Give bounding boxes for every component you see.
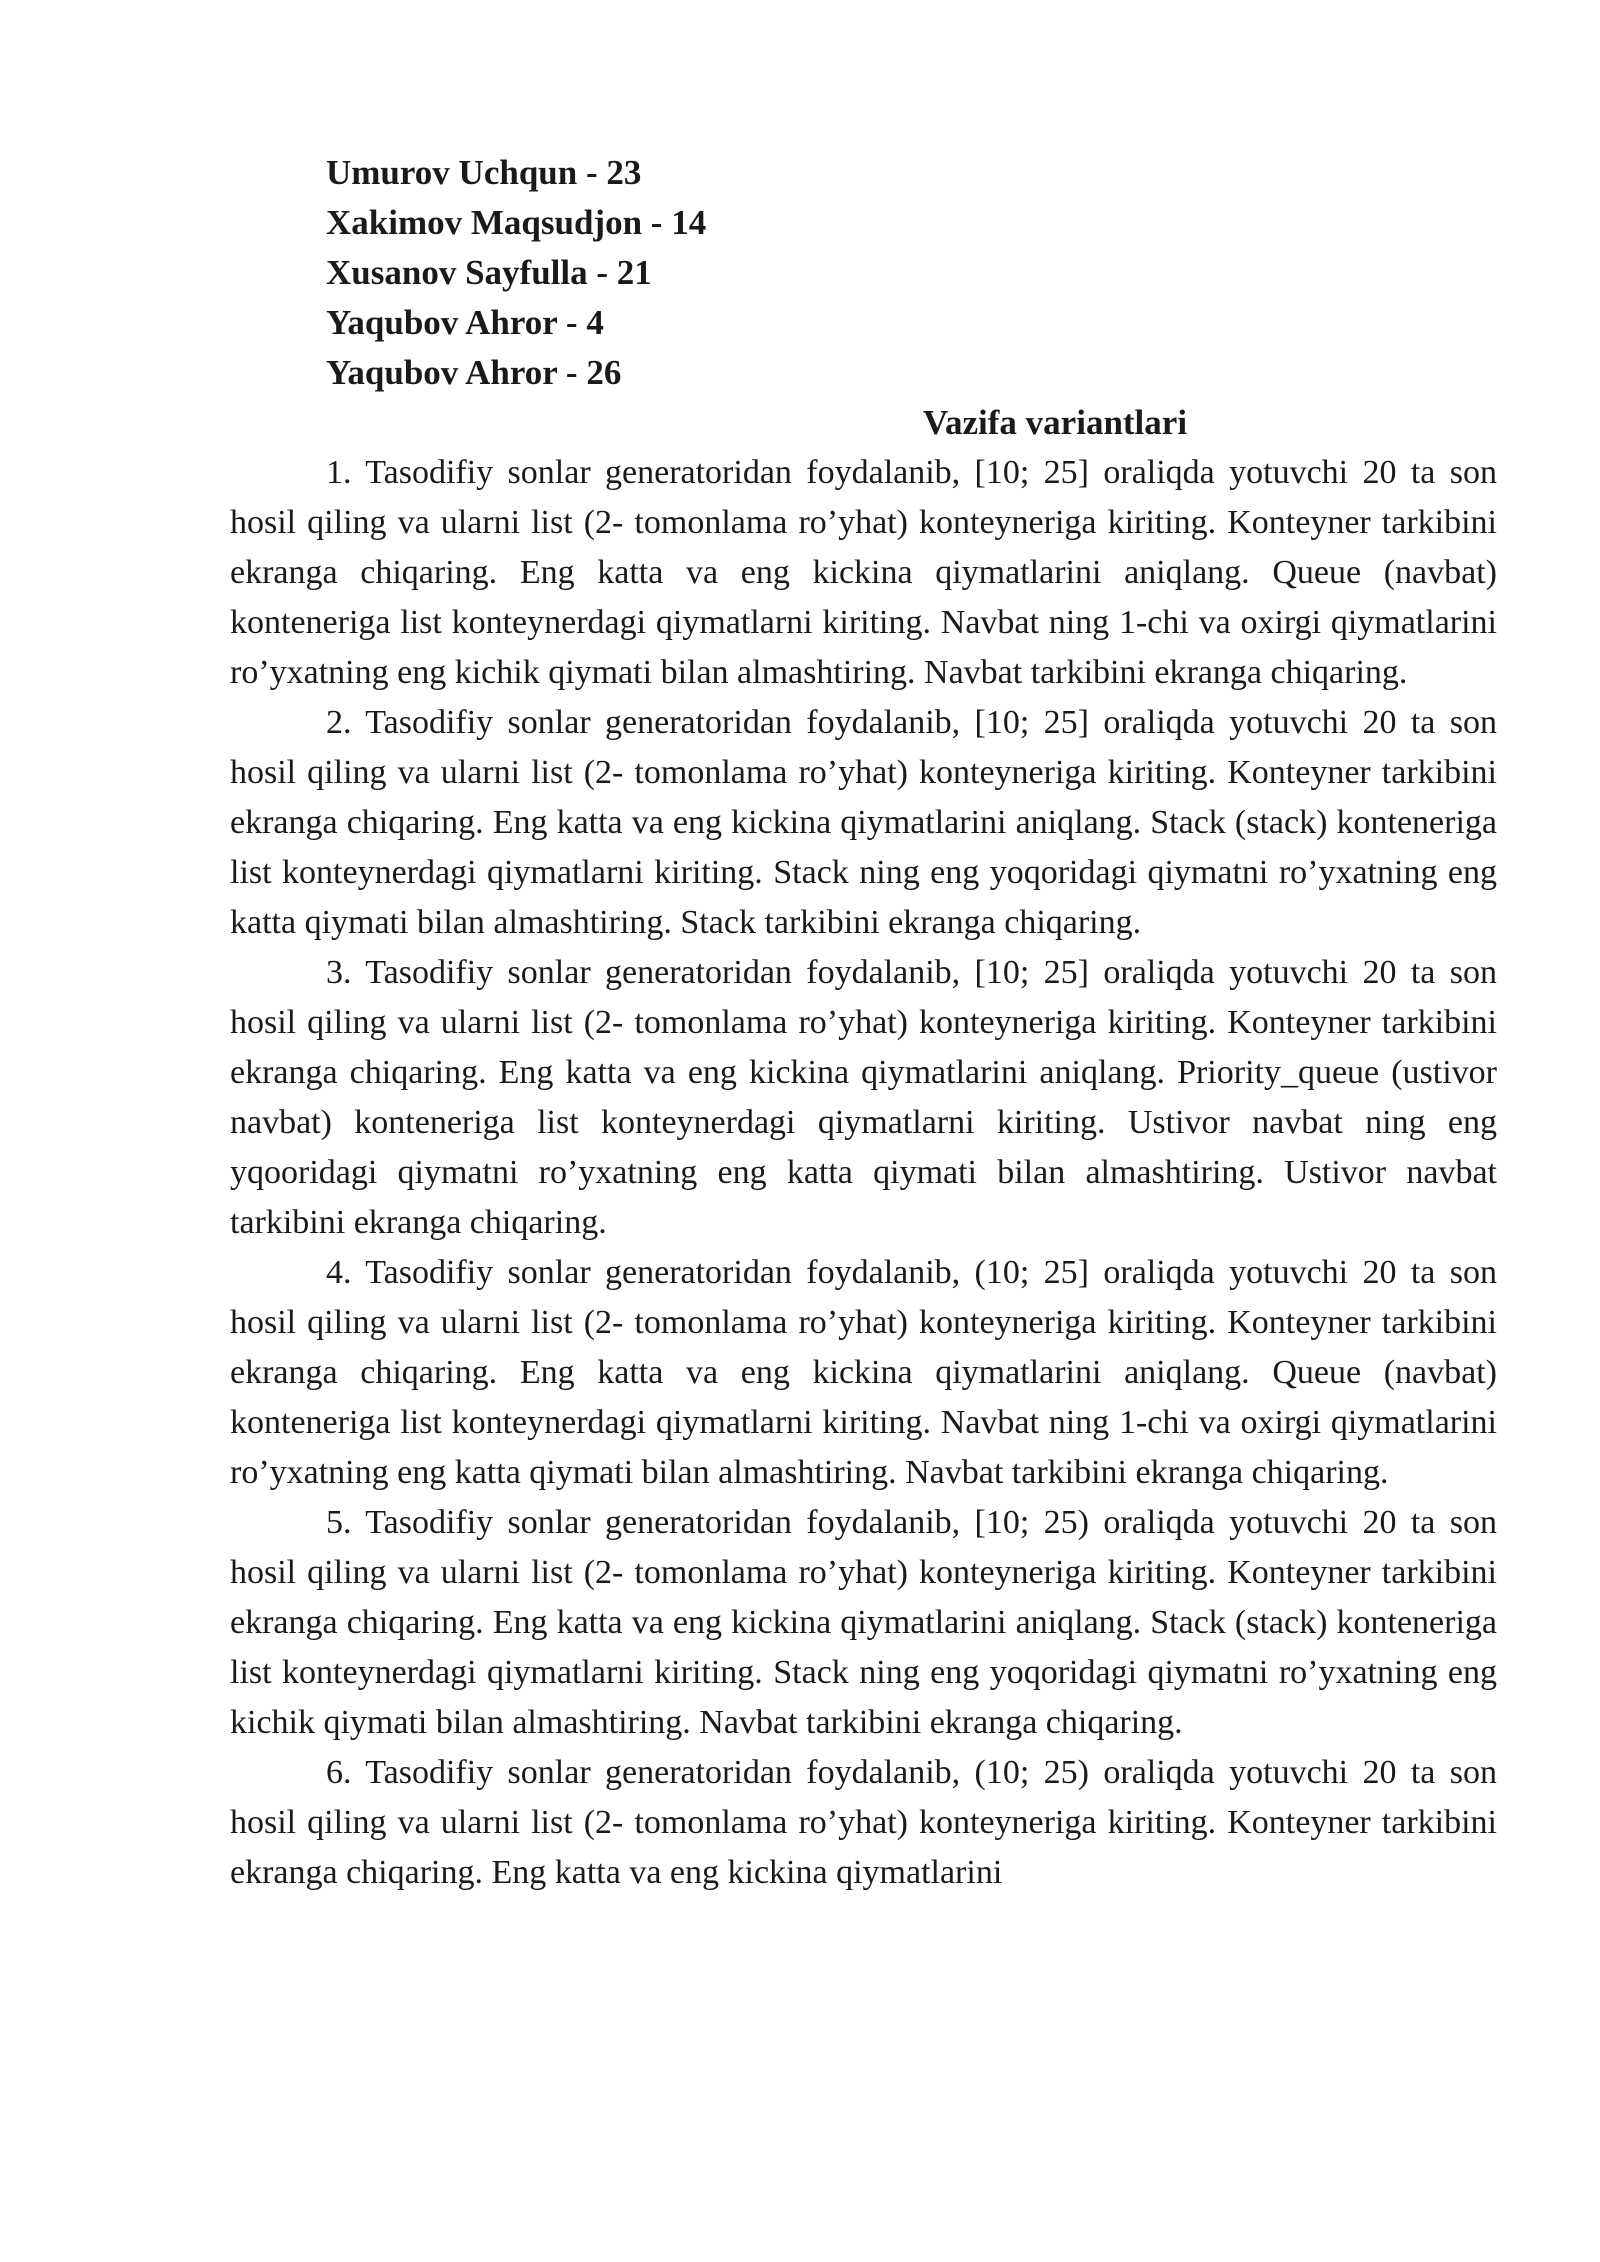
task-item-1: 1. Tasodifiy sonlar generatoridan foydalanib, [10; 25] oraliqda yotuvchi 20 ta son hosil qiling va ularni list (2- tomonlama ro’yhat) konteyneriga kiriting. Konteyner tarkibini ekranga chiqaring. Eng katta va eng kickina qiymatlarini aniqlang. Queue (navbat) konteneriga list konteynerdagi qiymatlarni kiriting. Navbat ning 1-chi va oxirgi qiymatlarini ro’yxatning eng kichik qiymati bilan almashtiring. Navbat tarkibini ekranga chiqaring. (230, 454, 1497, 691)
student-entry: Yaqubov Ahror - 26 (326, 353, 622, 392)
task-item-4: 4. Tasodifiy sonlar generatoridan foydalanib, (10; 25] oraliqda yotuvchi 20 ta son hosil qiling va ularni list (2- tomonlama ro’yhat) konteyneriga kiriting. Konteyner tarkibini ekranga chiqaring. Eng katta va eng kickina qiymatlarini aniqlang. Queue (navbat) konteneriga list konteynerdagi qiymatlarni kiriting. Navbat ning 1-chi va oxirgi qiymatlarini ro’yxatning eng katta qiymati bilan almashtiring. Navbat tarkibini ekranga chiqaring. (230, 1254, 1497, 1491)
student-entry: Xakimov Maqsudjon - 14 (326, 203, 707, 242)
task-item-2: 2. Tasodifiy sonlar generatoridan foydalanib, [10; 25] oraliqda yotuvchi 20 ta son hosil qiling va ularni list (2- tomonlama ro’yhat) konteyneriga kiriting. Konteyner tarkibini ekranga chiqaring. Eng katta va eng kickina qiymatlarini aniqlang. Stack (stack) konteneriga list konteynerdagi qiymatlarni kiriting. Stack ning eng yoqoridagi qiymatni ro’yxatning eng katta qiymati bilan almashtiring. Stack tarkibini ekranga chiqaring. (230, 704, 1497, 941)
task-list (230, 448, 1497, 1898)
task-item-5: 5. Tasodifiy sonlar generatoridan foydalanib, [10; 25) oraliqda yotuvchi 20 ta son hosil qiling va ularni list (2- tomonlama ro’yhat) konteyneriga kiriting. Konteyner tarkibini ekranga chiqaring. Eng katta va eng kickina qiymatlarini aniqlang. Stack (stack) konteneriga list konteynerdagi qiymatlarni kiriting. Stack ning eng yoqoridagi qiymatni ro’yxatning eng kichik qiymati bilan almashtiring. Navbat tarkibini ekranga chiqaring. (230, 1504, 1497, 1741)
task-item-6: 6. Tasodifiy sonlar generatoridan foydalanib, (10; 25) oraliqda yotuvchi 20 ta son hosil qiling va ularni list (2- tomonlama ro’yhat) konteyneriga kiriting. Konteyner tarkibini ekranga chiqaring. Eng katta va eng kickina qiymatlarini (230, 1754, 1497, 1891)
task-item-3: 3. Tasodifiy sonlar generatoridan foydalanib, [10; 25] oraliqda yotuvchi 20 ta son hosil qiling va ularni list (2- tomonlama ro’yhat) konteyneriga kiriting. Konteyner tarkibini ekranga chiqaring. Eng katta va eng kickina qiymatlarini aniqlang. Priority_queue (ustivor navbat) konteneriga list konteynerdagi qiymatlarni kiriting. Ustivor navbat ning eng yqooridagi qiymatni ro’yxatning eng katta qiymati bilan almashtiring. Ustivor navbat tarkibini ekranga chiqaring. (230, 954, 1497, 1241)
student-entry: Umurov Uchqun - 23 (326, 153, 642, 192)
section-heading: Vazifa variantlari (922, 403, 1188, 442)
student-list (326, 148, 706, 398)
student-entry: Yaqubov Ahror - 4 (326, 303, 604, 342)
student-entry: Xusanov Sayfulla - 21 (326, 253, 652, 292)
